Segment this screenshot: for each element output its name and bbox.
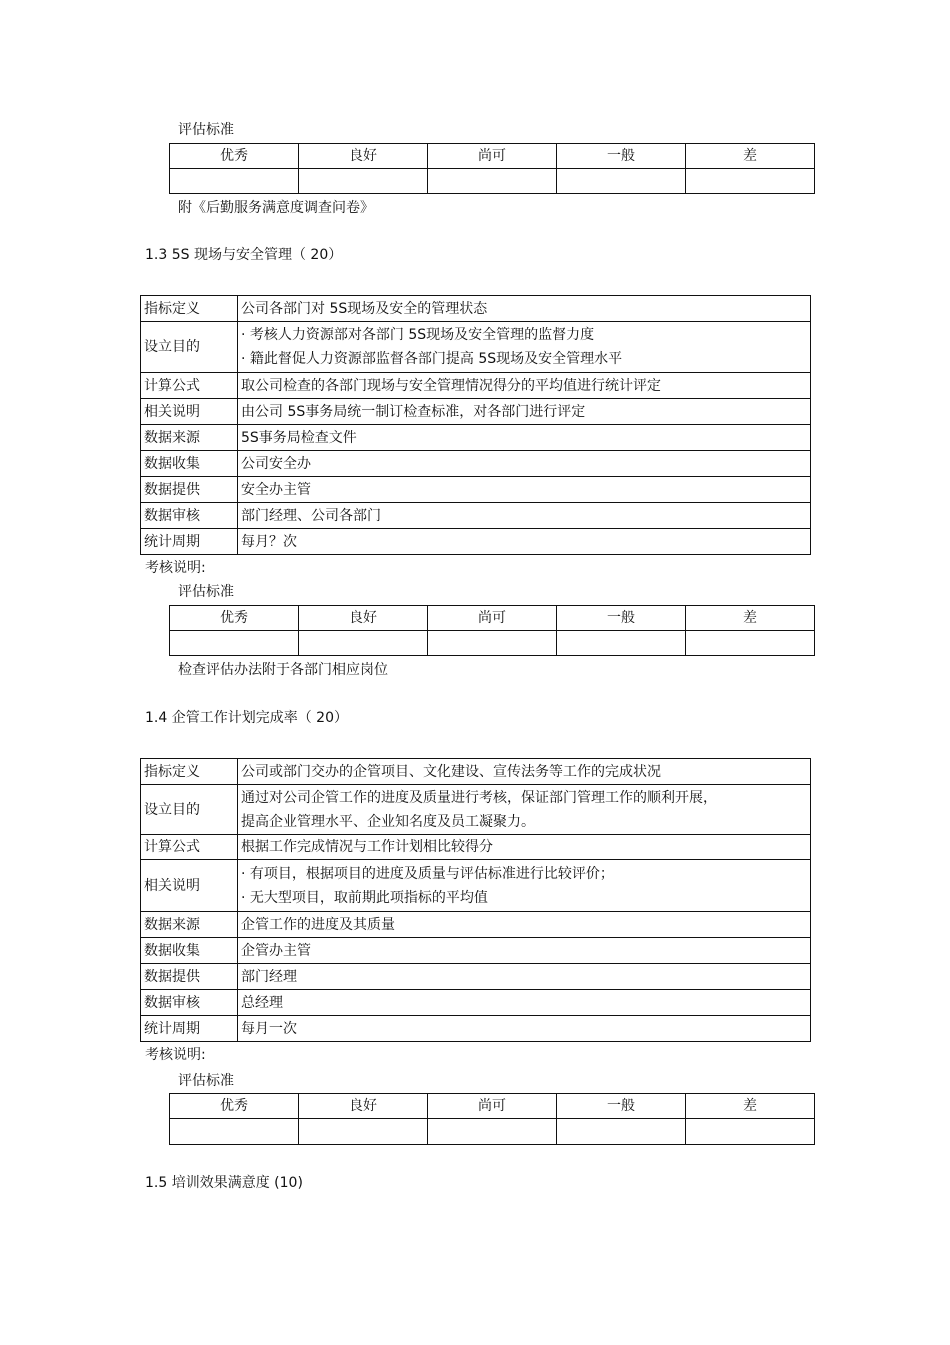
- section-title: 1.4 企管工作计划完成率（ 20）: [145, 710, 348, 726]
- grade-cell: [299, 631, 428, 656]
- row-value: 总经理: [238, 990, 811, 1016]
- row-label: 数据来源: [141, 912, 238, 938]
- grade-excellent: 优秀: [170, 606, 299, 631]
- grade-average: 一般: [557, 1094, 686, 1119]
- grade-table: [169, 143, 815, 194]
- grade-table: [169, 1093, 815, 1145]
- eval-standard-label: 评估标准: [178, 584, 234, 600]
- grade-poor: 差: [686, 1094, 815, 1119]
- row-label: 数据收集: [141, 451, 238, 477]
- eval-standard-label: 评估标准: [178, 122, 234, 138]
- grade-cell: [170, 631, 299, 656]
- row-label: 相关说明: [141, 860, 238, 912]
- section-title: 1.5 培训效果满意度 (10): [145, 1175, 303, 1191]
- row-value: 由公司 5S事务局统一制订检查标准，对各部门进行评定: [238, 399, 811, 425]
- row-label: 数据审核: [141, 990, 238, 1016]
- grade-fair: 尚可: [428, 606, 557, 631]
- grade-cell: [170, 1119, 299, 1145]
- grade-average: 一般: [557, 144, 686, 169]
- row-value: 企管工作的进度及其质量: [238, 912, 811, 938]
- grade-good: 良好: [299, 144, 428, 169]
- row-value: 公司或部门交办的企管项目、文化建设、宣传法务等工作的完成状况: [238, 759, 811, 785]
- row-label: 数据提供: [141, 964, 238, 990]
- grade-good: 良好: [299, 606, 428, 631]
- value-line: · 无大型项目，取前期此项指标的平均值: [241, 889, 488, 906]
- exam-note-label: 考核说明:: [145, 1047, 206, 1063]
- value-line: · 考核人力资源部对各部门 5S现场及安全管理的监督力度: [241, 327, 595, 343]
- row-label: 相关说明: [141, 399, 238, 425]
- row-label: 数据提供: [141, 477, 238, 503]
- row-label: 数据审核: [141, 503, 238, 529]
- grade-cell: [686, 1119, 815, 1145]
- row-value: [238, 860, 811, 912]
- row-value: 安全办主管: [238, 477, 811, 503]
- grade-cell: [686, 631, 815, 656]
- grade-good: 良好: [299, 1094, 428, 1119]
- grade-fair: 尚可: [428, 1094, 557, 1119]
- row-value: 部门经理、公司各部门: [238, 503, 811, 529]
- grade-cell: [299, 169, 428, 194]
- row-value: 根据工作完成情况与工作计划相比较得分: [238, 835, 811, 860]
- row-label: 计算公式: [141, 373, 238, 399]
- grade-cell: [299, 1119, 428, 1145]
- row-value: 5S事务局检查文件: [238, 425, 811, 451]
- grade-cell: [557, 1119, 686, 1145]
- grade-average: 一般: [557, 606, 686, 631]
- row-label: 指标定义: [141, 759, 238, 785]
- grade-cell: [557, 631, 686, 656]
- value-line: · 有项目，根据项目的进度及质量与评估标准进行比较评价；: [241, 865, 614, 882]
- grade-cell: [557, 169, 686, 194]
- grade-poor: 差: [686, 606, 815, 631]
- row-label: 指标定义: [141, 296, 238, 322]
- row-value: 部门经理: [238, 964, 811, 990]
- grade-cell: [428, 631, 557, 656]
- row-label: 数据收集: [141, 938, 238, 964]
- value-line: · 籍此督促人力资源部监督各部门提高 5S现场及安全管理水平: [241, 351, 623, 367]
- row-value: 每月一次: [238, 1016, 811, 1042]
- appendix-note: 附《后勤服务满意度调查问卷》: [178, 200, 374, 216]
- row-label: 数据来源: [141, 425, 238, 451]
- value-line: 提高企业管理水平、企业知名度及员工凝聚力。: [241, 813, 535, 830]
- value-line: 通过对公司企管工作的进度及质量进行考核，保证部门管理工作的顺利开展，: [241, 789, 717, 806]
- row-label: 计算公式: [141, 835, 238, 860]
- eval-standard-label: 评估标准: [178, 1073, 234, 1089]
- inspection-note: 检查评估办法附于各部门相应岗位: [178, 662, 388, 678]
- grade-fair: 尚可: [428, 144, 557, 169]
- grade-excellent: 优秀: [170, 144, 299, 169]
- grade-cell: [170, 169, 299, 194]
- row-value: 公司安全办: [238, 451, 811, 477]
- grade-cell: [428, 1119, 557, 1145]
- grade-excellent: 优秀: [170, 1094, 299, 1119]
- row-value: 企管办主管: [238, 938, 811, 964]
- section-title: 1.3 5S 现场与安全管理（ 20）: [145, 247, 343, 263]
- indicator-table: [140, 295, 811, 555]
- row-label: 设立目的: [141, 785, 238, 835]
- grade-cell: [686, 169, 815, 194]
- row-label: 统计周期: [141, 1016, 238, 1042]
- row-value: [238, 785, 811, 835]
- row-value: 公司各部门对 5S现场及安全的管理状态: [238, 296, 811, 322]
- grade-cell: [428, 169, 557, 194]
- row-value: 取公司检查的各部门现场与安全管理情况得分的平均值进行统计评定: [238, 373, 811, 399]
- row-value: 每月？次: [238, 529, 811, 555]
- row-label: 设立目的: [141, 322, 238, 373]
- row-value: [238, 322, 811, 373]
- indicator-table: [140, 758, 811, 1042]
- grade-poor: 差: [686, 144, 815, 169]
- row-label: 统计周期: [141, 529, 238, 555]
- exam-note-label: 考核说明:: [145, 560, 206, 576]
- grade-table: [169, 605, 815, 656]
